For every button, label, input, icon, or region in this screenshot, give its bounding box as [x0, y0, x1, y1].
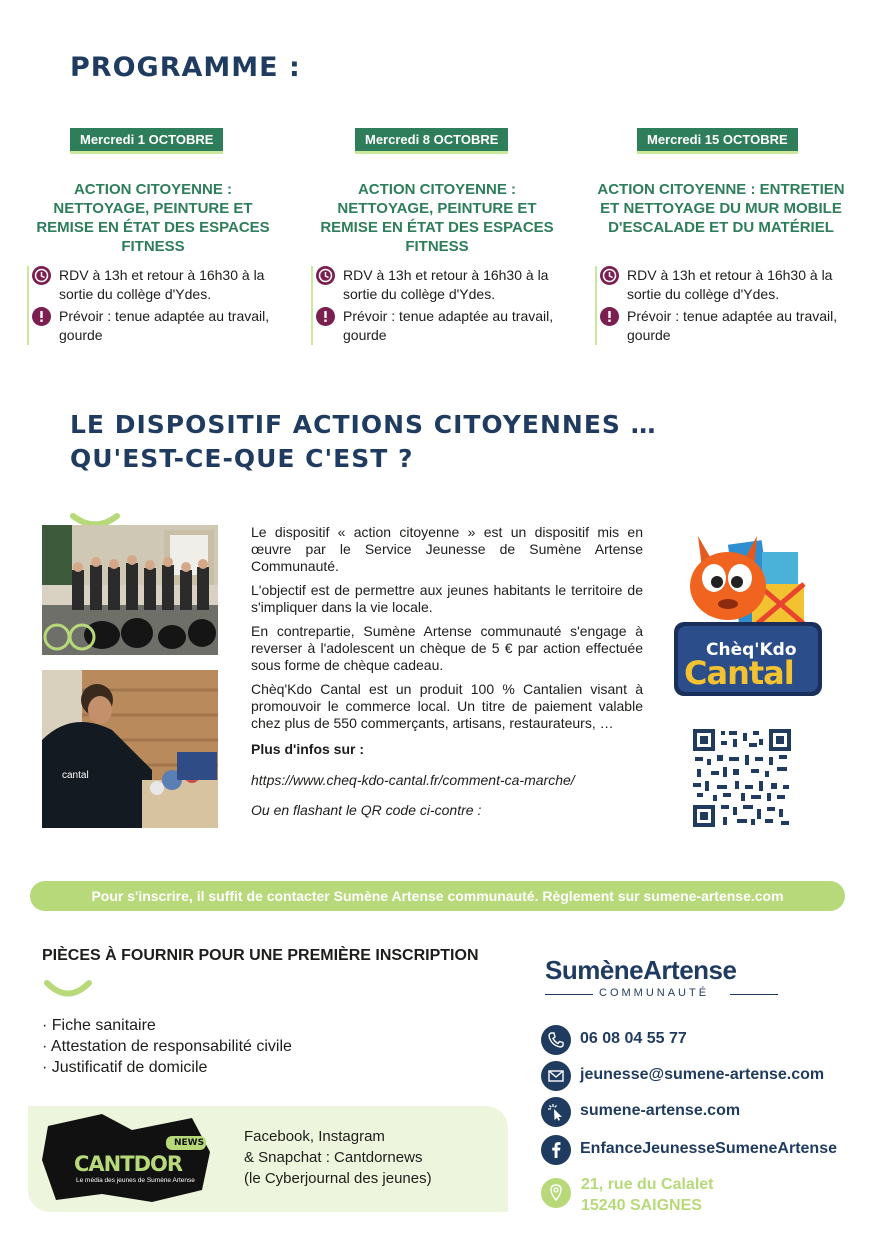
org-name: SumèneArtense	[545, 955, 737, 985]
svg-text:cantal: cantal	[62, 770, 89, 781]
event-title: ACTION CITOYENNE : NETTOYAGE, PEINTURE ET REMISE EN ÉTAT DES ESPACES FITNESS	[36, 181, 270, 255]
cheqkdo-logo-line1: Chèq'Kdo	[706, 640, 797, 660]
location-pin-icon	[541, 1178, 571, 1208]
event-rdv: RDV à 13h et retour à 16h30 à la sortie du collège d'Ydes.	[59, 267, 265, 302]
alert-icon	[316, 307, 335, 326]
cantdor-tagline: Le média des jeunes de Sumène Artense	[76, 1177, 195, 1184]
email-address: jeunesse@sumene-artense.com	[580, 1066, 825, 1083]
facebook-page: EnfanceJeunesseSumeneArtense	[580, 1140, 837, 1157]
event-rdv: RDV à 13h et retour à 16h30 à la sortie du collège d'Ydes.	[343, 267, 549, 302]
cheqkdo-logo-line2: Cantal	[684, 654, 794, 692]
event-date-badge: Mercredi 15 OCTOBRE	[637, 128, 798, 151]
event-info	[316, 266, 560, 345]
qr-instruction: Ou en flashant le QR code ci-contre :	[251, 802, 482, 818]
event-column-2	[312, 126, 562, 356]
activity-photo	[42, 670, 218, 828]
phone-number: 06 08 04 55 77	[580, 1030, 687, 1047]
dispositif-title-line1: LE DISPOSITIF ACTIONS CITOYENNES …	[70, 410, 657, 439]
contact-facebook[interactable]	[541, 1135, 861, 1165]
facebook-icon	[541, 1135, 571, 1165]
event-date-badge: Mercredi 8 OCTOBRE	[355, 128, 508, 151]
dispositif-p4: Chèq'Kdo Cantal est un produit 100 % Cantalien visant à promouvoir le commerce local. Un titre de paiement valable chez plus de 550 commerçants, artisans, restaurateurs, …	[251, 681, 643, 731]
address	[581, 1174, 714, 1216]
qr-code[interactable]	[693, 729, 791, 827]
dispositif-p3: En contrepartie, Sumène Artense communauté s'engage à reverser à l'adolescent un chèque de 5 € par action effectuée sous forme de chèque cadeau.	[251, 623, 643, 673]
alert-icon	[32, 307, 51, 326]
social-line2: & Snapchat : Cantdornews	[244, 1149, 423, 1166]
website-url: sumene-artense.com	[580, 1102, 741, 1119]
social-text	[244, 1126, 432, 1189]
event-prevoir: Prévoir : tenue adaptée au travail, gourde	[343, 308, 554, 343]
event-column-3	[596, 126, 846, 356]
event-title: ACTION CITOYENNE : ENTRETIEN ET NETTOYAGE DU MUR MOBILE D'ESCALADE ET DU MATÉRIEL	[597, 181, 845, 236]
org-logo	[545, 955, 785, 1003]
email-icon	[541, 1061, 571, 1091]
cheqkdo-link[interactable]: https://www.cheq-kdo-cantal.fr/comment-ca-marche/	[251, 772, 575, 788]
pieces-title: PIÈCES À FOURNIR POUR UNE PREMIÈRE INSCRIPTION	[42, 947, 479, 964]
address-line1: 21, rue du Calalet	[581, 1176, 714, 1193]
dispositif-title-line2: QU'EST-CE-QUE C'EST ?	[70, 444, 414, 473]
address-line2: 15240 SAIGNES	[581, 1197, 702, 1214]
event-info	[600, 266, 844, 345]
group-photo	[42, 525, 218, 655]
clock-icon	[32, 266, 51, 285]
dispositif-text	[251, 524, 643, 826]
dispositif-p2: L'objectif est de permettre aux jeunes habitants le territoire de s'impliquer dans la vie locale.	[251, 582, 643, 615]
contact-email[interactable]	[541, 1061, 861, 1091]
list-item: · Justificatif de domicile	[42, 1059, 208, 1076]
dispositif-p1: Le dispositif « action citoyenne » est un dispositif mis en œuvre par le Service Jeunesse de Sumène Artense Communauté.	[251, 524, 643, 574]
event-prevoir: Prévoir : tenue adaptée au travail, gourde	[59, 308, 270, 343]
contact-website[interactable]	[541, 1097, 861, 1127]
cheqkdo-logo	[662, 524, 832, 702]
event-prevoir: Prévoir : tenue adaptée au travail, gourde	[627, 308, 838, 343]
green-arc-decoration	[44, 980, 92, 998]
list-item: · Attestation de responsabilité civile	[42, 1038, 292, 1055]
social-box	[28, 1106, 508, 1212]
cursor-click-icon	[541, 1097, 571, 1127]
event-info	[32, 266, 276, 345]
social-line3: (le Cyberjournal des jeunes)	[244, 1170, 432, 1187]
clock-icon	[316, 266, 335, 285]
dispositif-title	[70, 408, 657, 476]
cantdor-news-badge: NEWS	[174, 1138, 205, 1148]
social-line1: Facebook, Instagram	[244, 1128, 385, 1145]
cantdor-logo-text: CANTDOR	[74, 1152, 183, 1176]
event-column-1	[28, 126, 278, 356]
contact-phone[interactable]	[541, 1025, 861, 1055]
phone-icon	[541, 1025, 571, 1055]
contact-address	[541, 1176, 861, 1218]
event-date-badge: Mercredi 1 OCTOBRE	[70, 128, 223, 151]
org-subtitle: COMMUNAUTÉ	[599, 987, 710, 999]
event-title: ACTION CITOYENNE : NETTOYAGE, PEINTURE ET REMISE EN ÉTAT DES ESPACES FITNESS	[320, 181, 554, 255]
clock-icon	[600, 266, 619, 285]
registration-banner: Pour s'inscrire, il suffit de contacter Sumène Artense communauté. Règlement sur sumene-artense.com	[30, 881, 845, 911]
list-item: · Fiche sanitaire	[42, 1017, 156, 1034]
more-info-label: Plus d'infos sur :	[251, 741, 365, 757]
pieces-list	[42, 1015, 292, 1078]
event-rdv: RDV à 13h et retour à 16h30 à la sortie du collège d'Ydes.	[627, 267, 833, 302]
alert-icon	[600, 307, 619, 326]
programme-title: PROGRAMME :	[70, 52, 301, 83]
